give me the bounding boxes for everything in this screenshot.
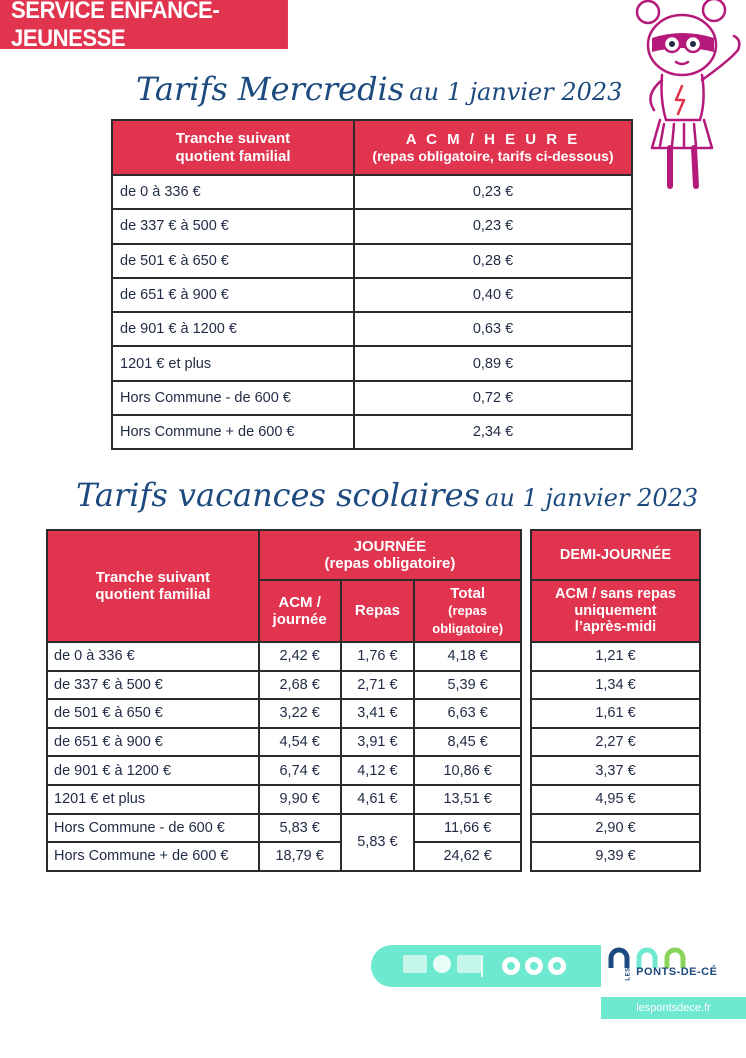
vacances-demi-journee-table [530,529,701,872]
acm-heure-header-line2: (repas obligatoire, tarifs ci-dessous) [372,148,614,165]
demi-cell: 1,34 € [531,671,700,700]
mercredis-title-main: Tarifs Mercredis [136,70,405,108]
tranche-cell: 1201 € et plus [112,346,354,380]
demi-cell: 1,61 € [531,699,700,728]
tarif-cell: 0,89 € [354,346,632,380]
service-header [0,0,288,52]
acm-journee-header-line1: ACM / [278,593,321,611]
instagram-icon[interactable] [548,957,566,975]
demi-header-row-2 [531,580,700,642]
tranche-cell: de 901 € à 1200 € [47,756,259,785]
tarif-cell: 2,34 € [354,415,632,449]
demi-header-row-1 [531,530,700,580]
demi-sub-line2: uniquement [574,602,657,619]
table-row [47,814,521,843]
logo-text [622,966,718,981]
total-cell: 8,45 € [414,728,521,757]
mercredis-title-date: au 1 janvier 2023 [409,78,623,106]
tarif-cell: 0,23 € [354,175,632,209]
acm-journee-header [259,580,341,642]
service-header-label: SERVICE ENFANCE-JEUNESSE [11,0,220,52]
table-row [112,175,632,209]
table-row [47,671,521,700]
repas-cell: 3,91 € [341,728,415,757]
total-header-title: Total [450,585,485,603]
repas-cell: 3,41 € [341,699,415,728]
acm-cell: 3,22 € [259,699,341,728]
table-row [531,642,700,671]
tranche-header-line1: Tranche suivant [175,130,291,148]
mercredis-title [136,70,622,108]
tranche-cell: de 337 € à 500 € [47,671,259,700]
vacances-title-main: Tarifs vacances scolaires [76,476,480,514]
tranche-cell: Hors Commune + de 600 € [112,415,354,449]
tranche-cell: de 651 € à 900 € [47,728,259,757]
vacances-journee-table [46,529,522,872]
acm-cell: 4,54 € [259,728,341,757]
tranche-header-line2: quotient familial [175,147,291,165]
total-cell: 4,18 € [414,642,521,671]
twitter-icon[interactable] [502,957,520,975]
acm-cell: 2,68 € [259,671,341,700]
tranche-cell: Hors Commune + de 600 € [47,842,259,871]
total-header-sub1: (repas [448,603,488,619]
tranche-cell: de 651 € à 900 € [112,278,354,312]
tranche-cell: de 0 à 336 € [47,642,259,671]
acm-cell: 2,42 € [259,642,341,671]
demi-cell: 2,27 € [531,728,700,757]
total-cell: 5,39 € [414,671,521,700]
table-row [112,312,632,346]
social-links [502,957,566,975]
website-link[interactable] [601,997,746,1019]
table-row [531,842,700,871]
table-row [531,814,700,843]
repas-cell: 4,61 € [341,785,415,814]
table-row [531,728,700,757]
mercredis-header-row [112,120,632,175]
mascot-illustration [630,0,746,196]
acm-heure-header [354,120,632,175]
acm-cell: 6,74 € [259,756,341,785]
journee-header-title: JOURNÉE [353,537,427,555]
acm-cell: 5,83 € [259,814,341,843]
repas-cell: 2,71 € [341,671,415,700]
tarif-cell: 0,40 € [354,278,632,312]
table-row [47,785,521,814]
table-row [47,642,521,671]
table-row [47,756,521,785]
repas-header: Repas [341,580,415,642]
tarif-cell: 0,63 € [354,312,632,346]
tranche-cell: Hors Commune - de 600 € [112,381,354,415]
demi-cell: 3,37 € [531,756,700,785]
table-row [47,728,521,757]
table-row [47,699,521,728]
vacances-header-row-1 [47,530,521,580]
table-row [531,671,700,700]
tranche-cell: de 337 € à 500 € [112,209,354,243]
vacances-title-date: au 1 janvier 2023 [485,484,699,512]
logo-arches-icon [605,946,695,968]
tarif-cell: 0,28 € [354,244,632,278]
unesco-icon [403,955,427,973]
logo-prefix: LES [625,967,632,981]
acm-cell: 9,90 € [259,785,341,814]
demi-journee-sub-header [531,580,700,642]
vacances-title [76,476,698,514]
journee-header [259,530,521,580]
acm-journee-header-line2: journée [272,611,327,628]
total-cell: 24,62 € [414,842,521,871]
total-cell: 10,86 € [414,756,521,785]
tranche-cell: 1201 € et plus [47,785,259,814]
tarif-cell: 0,23 € [354,209,632,243]
total-header-sub2: obligatoire) [432,620,504,636]
table-row [112,346,632,380]
table-row [531,699,700,728]
table-row [112,278,632,312]
demi-sub-line3: l’après-midi [574,619,657,636]
logo-name: PONTS-DE-CÉ [636,966,718,978]
tranche-header-line1: Tranche suivant [95,568,210,586]
demi-journee-header: DEMI-JOURNÉE [531,530,700,580]
demi-cell: 4,95 € [531,785,700,814]
tranche-cell: Hors Commune - de 600 € [47,814,259,843]
table-row [112,415,632,449]
repas-shared-cell: 5,83 € [341,814,415,871]
total-cell: 13,51 € [414,785,521,814]
demi-cell: 2,90 € [531,814,700,843]
website-url[interactable]: lespontsdece.fr [636,1002,711,1014]
facebook-icon[interactable] [525,957,543,975]
table-row [531,756,700,785]
repas-cell: 1,76 € [341,642,415,671]
acm-cell: 18,79 € [259,842,341,871]
tranche-header [47,530,259,642]
total-header [414,580,521,642]
tarif-cell: 0,72 € [354,381,632,415]
footer-labels [403,955,481,973]
mercredis-table [111,119,633,450]
label-text-icon [457,955,481,973]
tranche-cell: de 501 € à 650 € [47,699,259,728]
acm-heure-header-line1: A C M / H E U R E [405,130,581,148]
total-cell: 6,63 € [414,699,521,728]
table-row [112,381,632,415]
footer-divider [481,955,483,977]
journee-header-sub: (repas obligatoire) [324,555,456,572]
demi-cell: 1,21 € [531,642,700,671]
tranche-header-line2: quotient familial [95,586,211,603]
table-row [112,244,632,278]
label-badge-icon [433,955,451,973]
total-cell: 11,66 € [414,814,521,843]
demi-cell: 9,39 € [531,842,700,871]
demi-sub-line1: ACM / sans repas [555,585,676,602]
table-row [112,209,632,243]
tranche-header [112,120,354,175]
repas-cell: 4,12 € [341,756,415,785]
table-row [531,785,700,814]
tranche-cell: de 0 à 336 € [112,175,354,209]
table-row [47,842,521,871]
tranche-cell: de 901 € à 1200 € [112,312,354,346]
tranche-cell: de 501 € à 650 € [112,244,354,278]
